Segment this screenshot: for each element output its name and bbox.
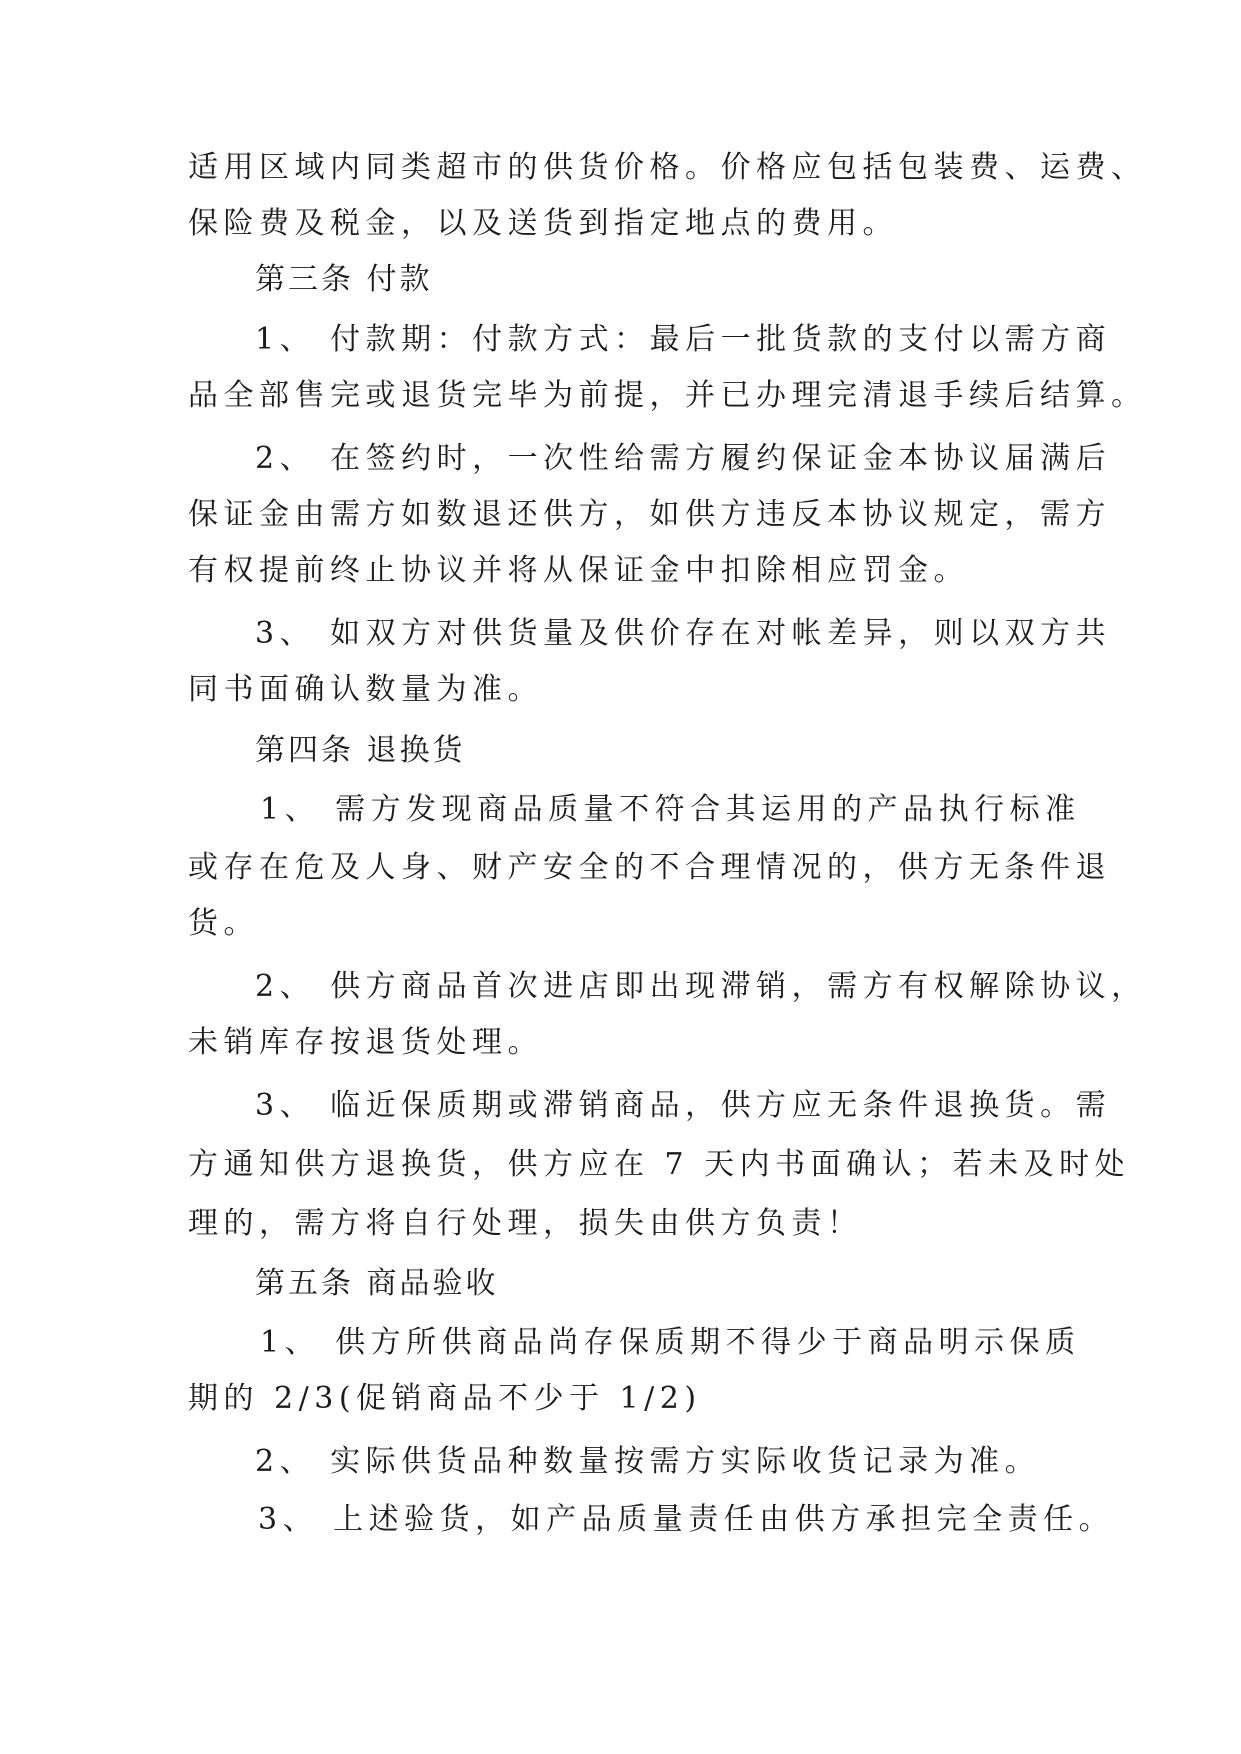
paragraph-line: 2、 供方商品首次进店即出现滞销，需方有权解除协议， — [255, 969, 1147, 1004]
paragraph-line: 2、 实际供货品种数量按需方实际收货记录为准。 — [255, 1444, 1041, 1479]
paragraph-line: 方通知供方退换货，供方应在 7 天内书面确认；若未及时处 — [188, 1147, 1131, 1182]
paragraph-line: 1、 付款期：付款方式：最后一批货款的支付以需方商 — [255, 322, 1112, 357]
paragraph-line: 未销库存按退货处理。 — [188, 1025, 543, 1060]
paragraph-line: 货。 — [188, 906, 259, 941]
paragraph-line: 有权提前终止协议并将从保证金中扣除相应罚金。 — [188, 553, 969, 588]
paragraph-line: 2、 在签约时，一次性给需方履约保证金本协议届满后 — [255, 441, 1112, 476]
section-heading: 第四条 退换货 — [255, 733, 466, 768]
section-heading: 第三条 付款 — [255, 262, 433, 297]
paragraph-line: 保险费及税金，以及送货到指定地点的费用。 — [188, 206, 898, 241]
paragraph-line: 保证金由需方如数退还供方，如供方违反本协议规定，需方 — [188, 497, 1111, 532]
paragraph-line: 3、 如双方对供货量及供价存在对帐差异，则以双方共 — [255, 616, 1112, 651]
paragraph-line: 期的 2/3(促销商品不少于 1/2) — [188, 1381, 702, 1416]
paragraph-line: 适用区域内同类超市的供货价格。价格应包括包装费、运费、 — [188, 150, 1147, 185]
paragraph-line: 3、 临近保质期或滞销商品，供方应无条件退换货。需 — [255, 1088, 1112, 1123]
paragraph-line: 1、 供方所供商品尚存保质期不得少于商品明示保质 — [260, 1325, 1081, 1360]
paragraph-line: 3、 上述验货，如产品质量责任由供方承担完全责任。 — [258, 1502, 1115, 1537]
paragraph-line: 品全部售完或退货完毕为前提，并已办理完清退手续后结算。 — [188, 378, 1147, 413]
paragraph-line: 1、 需方发现商品质量不符合其运用的产品执行标准 — [260, 792, 1081, 827]
paragraph-line: 或存在危及人身、财产安全的不合理情况的，供方无条件退 — [188, 850, 1111, 885]
paragraph-line: 理的，需方将自行处理，损失由供方负责！ — [188, 1206, 863, 1241]
paragraph-line: 同书面确认数量为准。 — [188, 672, 543, 707]
section-heading: 第五条 商品验收 — [255, 1266, 499, 1301]
